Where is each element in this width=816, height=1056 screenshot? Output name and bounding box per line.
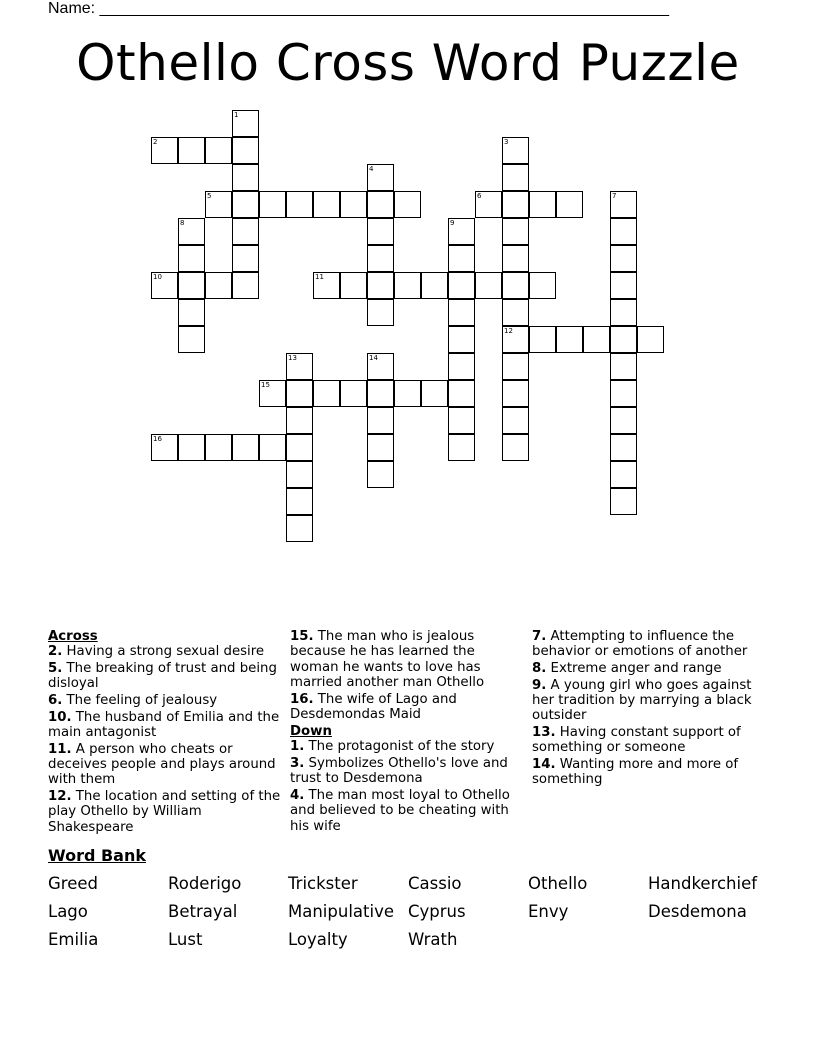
- grid-cell[interactable]: [232, 218, 259, 245]
- grid-cell[interactable]: [448, 218, 475, 245]
- grid-cell[interactable]: [340, 272, 367, 299]
- clue: [48, 644, 284, 659]
- grid-cell[interactable]: [610, 434, 637, 461]
- word-bank-item: Roderigo: [168, 874, 242, 893]
- clue-number-label: 1: [234, 111, 239, 119]
- clue-text: A person who cheats or deceives people and plays around with them: [48, 741, 276, 788]
- grid-cell[interactable]: [610, 299, 637, 326]
- clue: [532, 725, 768, 756]
- grid-cell[interactable]: [367, 218, 394, 245]
- clue-number-label: 10: [153, 273, 162, 281]
- clue-text: Attempting to influence the behavior or emotions of another: [532, 629, 748, 660]
- word-bank-item: Emilia: [48, 930, 99, 949]
- grid-cell[interactable]: [151, 137, 178, 164]
- grid-cell[interactable]: [610, 407, 637, 434]
- clue-text: The man most loyal to Othello and believed to be cheating with his wife: [290, 787, 510, 834]
- grid-cell[interactable]: [178, 245, 205, 272]
- clue-text: Having constant support of something or someone: [532, 725, 741, 756]
- grid-cell[interactable]: [232, 137, 259, 164]
- grid-cell[interactable]: [313, 191, 340, 218]
- grid-cell[interactable]: [448, 380, 475, 407]
- clues-column-2: [290, 629, 526, 835]
- clue-number-label: 16: [153, 435, 162, 443]
- clue-text: Having a strong sexual desire: [66, 644, 265, 660]
- grid-cell[interactable]: [610, 191, 637, 218]
- grid-cell[interactable]: [286, 488, 313, 515]
- clue-text: The man who is jealous because he has learned the woman he wants to love has married another man Othello: [290, 629, 485, 691]
- grid-cell[interactable]: [421, 272, 448, 299]
- clue-number: 11.: [48, 741, 72, 757]
- word-bank-item: Manipulative: [288, 902, 394, 921]
- grid-cell[interactable]: [205, 191, 232, 218]
- clue: [290, 788, 526, 834]
- clue-text: The protagonist of the story: [308, 739, 495, 755]
- clue-text: Symbolizes Othello's love and trust to Desdemona: [290, 755, 508, 787]
- grid-cell[interactable]: [610, 488, 637, 515]
- grid-cell[interactable]: [502, 245, 529, 272]
- grid-cell[interactable]: [583, 326, 610, 353]
- clue-number: 4.: [290, 787, 305, 803]
- word-bank-item: Wrath: [408, 930, 458, 949]
- grid-cell[interactable]: [502, 164, 529, 191]
- grid-cell[interactable]: [610, 461, 637, 488]
- clue-number: 14.: [532, 757, 556, 772]
- clue-number: 7.: [532, 629, 547, 644]
- word-bank-item: Lust: [168, 930, 203, 949]
- clue: [48, 742, 284, 788]
- clue-number: 13.: [532, 725, 556, 740]
- clue-text: Extreme anger and range: [550, 661, 722, 676]
- grid-cell[interactable]: [448, 245, 475, 272]
- grid-cell[interactable]: [637, 326, 664, 353]
- word-bank-item: Cyprus: [408, 902, 466, 921]
- name-line[interactable]: Name: ________________________________________________________________: [48, 0, 670, 17]
- grid-cell[interactable]: [232, 110, 259, 137]
- clue: [48, 693, 284, 708]
- grid-cell[interactable]: [475, 191, 502, 218]
- clue: [290, 629, 526, 691]
- grid-cell[interactable]: [286, 461, 313, 488]
- word-bank-item: Othello: [528, 874, 588, 893]
- grid-cell[interactable]: [421, 380, 448, 407]
- clue-number: 15.: [290, 629, 314, 644]
- grid-cell[interactable]: [367, 299, 394, 326]
- grid-cell[interactable]: [367, 245, 394, 272]
- grid-cell[interactable]: [205, 272, 232, 299]
- clue-number: 2.: [48, 644, 63, 660]
- grid-cell[interactable]: [178, 434, 205, 461]
- grid-cell[interactable]: [502, 299, 529, 326]
- grid-cell[interactable]: [340, 380, 367, 407]
- clue-number: 6.: [48, 693, 63, 708]
- down-heading: Down: [290, 723, 332, 739]
- clue-number: 3.: [290, 755, 305, 771]
- grid-cell[interactable]: [232, 191, 259, 218]
- grid-cell[interactable]: [556, 191, 583, 218]
- grid-cell[interactable]: [232, 272, 259, 299]
- grid-cell[interactable]: [178, 137, 205, 164]
- grid-cell[interactable]: [259, 434, 286, 461]
- grid-cell[interactable]: [448, 272, 475, 299]
- grid-cell[interactable]: [178, 299, 205, 326]
- clue: [532, 629, 768, 660]
- grid-cell[interactable]: [178, 326, 205, 353]
- clues-column-3: [532, 629, 768, 789]
- grid-cell[interactable]: [286, 353, 313, 380]
- word-bank-title: Word Bank: [48, 846, 147, 865]
- clue-number-label: 12: [504, 327, 513, 335]
- across-heading: Across: [48, 629, 98, 644]
- grid-cell[interactable]: [502, 380, 529, 407]
- grid-cell[interactable]: [178, 272, 205, 299]
- grid-cell[interactable]: [286, 380, 313, 407]
- clue: [290, 739, 526, 754]
- clue-number-label: 15: [261, 381, 270, 389]
- grid-cell[interactable]: [313, 380, 340, 407]
- grid-cell[interactable]: [286, 407, 313, 434]
- clue: [290, 756, 526, 787]
- grid-cell[interactable]: [367, 353, 394, 380]
- clue-number-label: 13: [288, 354, 297, 362]
- grid-cell[interactable]: [367, 434, 394, 461]
- grid-cell[interactable]: [610, 245, 637, 272]
- clue-text: The location and setting of the play Othello by William Shakespeare: [48, 789, 281, 835]
- clue: [532, 678, 768, 724]
- clue: [532, 661, 768, 676]
- grid-cell[interactable]: [367, 461, 394, 488]
- grid-cell[interactable]: [529, 191, 556, 218]
- grid-cell[interactable]: [367, 164, 394, 191]
- grid-cell[interactable]: [394, 380, 421, 407]
- word-bank-item: Betrayal: [168, 902, 238, 921]
- grid-cell[interactable]: [529, 272, 556, 299]
- clue: [532, 757, 768, 788]
- clue-number-label: 14: [369, 354, 378, 362]
- grid-cell[interactable]: [232, 434, 259, 461]
- grid-cell[interactable]: [367, 407, 394, 434]
- clue-number-label: 8: [180, 219, 185, 227]
- grid-cell[interactable]: [151, 434, 178, 461]
- word-bank-item: Desdemona: [648, 902, 747, 921]
- clue: [48, 661, 284, 692]
- clue: [48, 789, 284, 835]
- grid-cell[interactable]: [259, 380, 286, 407]
- word-bank-item: Greed: [48, 874, 98, 893]
- grid-cell[interactable]: [151, 272, 178, 299]
- grid-cell[interactable]: [448, 353, 475, 380]
- clue-text: Wanting more and more of something: [532, 757, 739, 788]
- word-bank-item: Trickster: [288, 874, 358, 893]
- clue: [290, 692, 526, 723]
- grid-cell[interactable]: [610, 353, 637, 380]
- grid-cell[interactable]: [502, 326, 529, 353]
- clue-text: A young girl who goes against her tradition by marrying a black outsider: [532, 677, 752, 724]
- grid-cell[interactable]: [205, 434, 232, 461]
- clue-number-label: 9: [450, 219, 455, 227]
- grid-cell[interactable]: [232, 245, 259, 272]
- grid-cell[interactable]: [610, 272, 637, 299]
- grid-cell[interactable]: [610, 326, 637, 353]
- clue-number: 10.: [48, 709, 72, 725]
- clue-number-label: 3: [504, 138, 509, 146]
- grid-cell[interactable]: [286, 191, 313, 218]
- grid-cell[interactable]: [232, 164, 259, 191]
- clue-number: 1.: [290, 739, 305, 755]
- clue-number: 16.: [290, 691, 314, 707]
- clue-text: The wife of Lago and Desdemondas Maid: [290, 691, 457, 723]
- grid-cell[interactable]: [178, 218, 205, 245]
- word-bank-item: Handkerchief: [648, 874, 758, 893]
- grid-cell[interactable]: [610, 380, 637, 407]
- grid-cell[interactable]: [394, 191, 421, 218]
- word-bank-item: Loyalty: [288, 930, 348, 949]
- clue-number: 12.: [48, 789, 72, 804]
- clue-number: 5.: [48, 661, 63, 676]
- clue-text: The breaking of trust and being disloyal: [48, 661, 277, 692]
- grid-cell[interactable]: [502, 353, 529, 380]
- clues-column-1: [48, 629, 284, 836]
- clue-number-label: 7: [612, 192, 617, 200]
- clue-text: The feeling of jealousy: [66, 693, 218, 708]
- grid-cell[interactable]: [448, 434, 475, 461]
- clue-number: 9.: [532, 677, 547, 693]
- clue-number-label: 4: [369, 165, 374, 173]
- word-bank-item: Cassio: [408, 874, 462, 893]
- grid-cell[interactable]: [367, 272, 394, 299]
- clue-number-label: 6: [477, 192, 482, 200]
- grid-cell[interactable]: [502, 434, 529, 461]
- word-bank-item: Envy: [528, 902, 569, 921]
- clue-number-label: 11: [315, 273, 324, 281]
- grid-cell[interactable]: [394, 272, 421, 299]
- grid-cell[interactable]: [367, 191, 394, 218]
- clue-number: 8.: [532, 661, 547, 676]
- grid-cell[interactable]: [502, 137, 529, 164]
- grid-cell[interactable]: [502, 407, 529, 434]
- word-bank-item: Lago: [48, 902, 88, 921]
- grid-cell[interactable]: [556, 326, 583, 353]
- grid-cell[interactable]: [529, 326, 556, 353]
- clue: [48, 710, 284, 741]
- grid-cell[interactable]: [340, 191, 367, 218]
- grid-cell[interactable]: [448, 326, 475, 353]
- clue-text: The husband of Emilia and the main antagonist: [48, 709, 280, 740]
- grid-cell[interactable]: [448, 299, 475, 326]
- clue-number-label: 5: [207, 192, 212, 200]
- grid-cell[interactable]: [502, 218, 529, 245]
- grid-cell[interactable]: [475, 272, 502, 299]
- grid-cell[interactable]: [313, 272, 340, 299]
- grid-cell[interactable]: [610, 218, 637, 245]
- grid-cell[interactable]: [286, 434, 313, 461]
- clue-number-label: 2: [153, 138, 158, 146]
- grid-cell[interactable]: [502, 191, 529, 218]
- grid-cell[interactable]: [502, 272, 529, 299]
- grid-cell[interactable]: [367, 380, 394, 407]
- grid-cell[interactable]: [286, 515, 313, 542]
- grid-cell[interactable]: [448, 407, 475, 434]
- page-title: Othello Cross Word Puzzle: [76, 34, 740, 92]
- grid-cell[interactable]: [205, 137, 232, 164]
- grid-cell[interactable]: [259, 191, 286, 218]
